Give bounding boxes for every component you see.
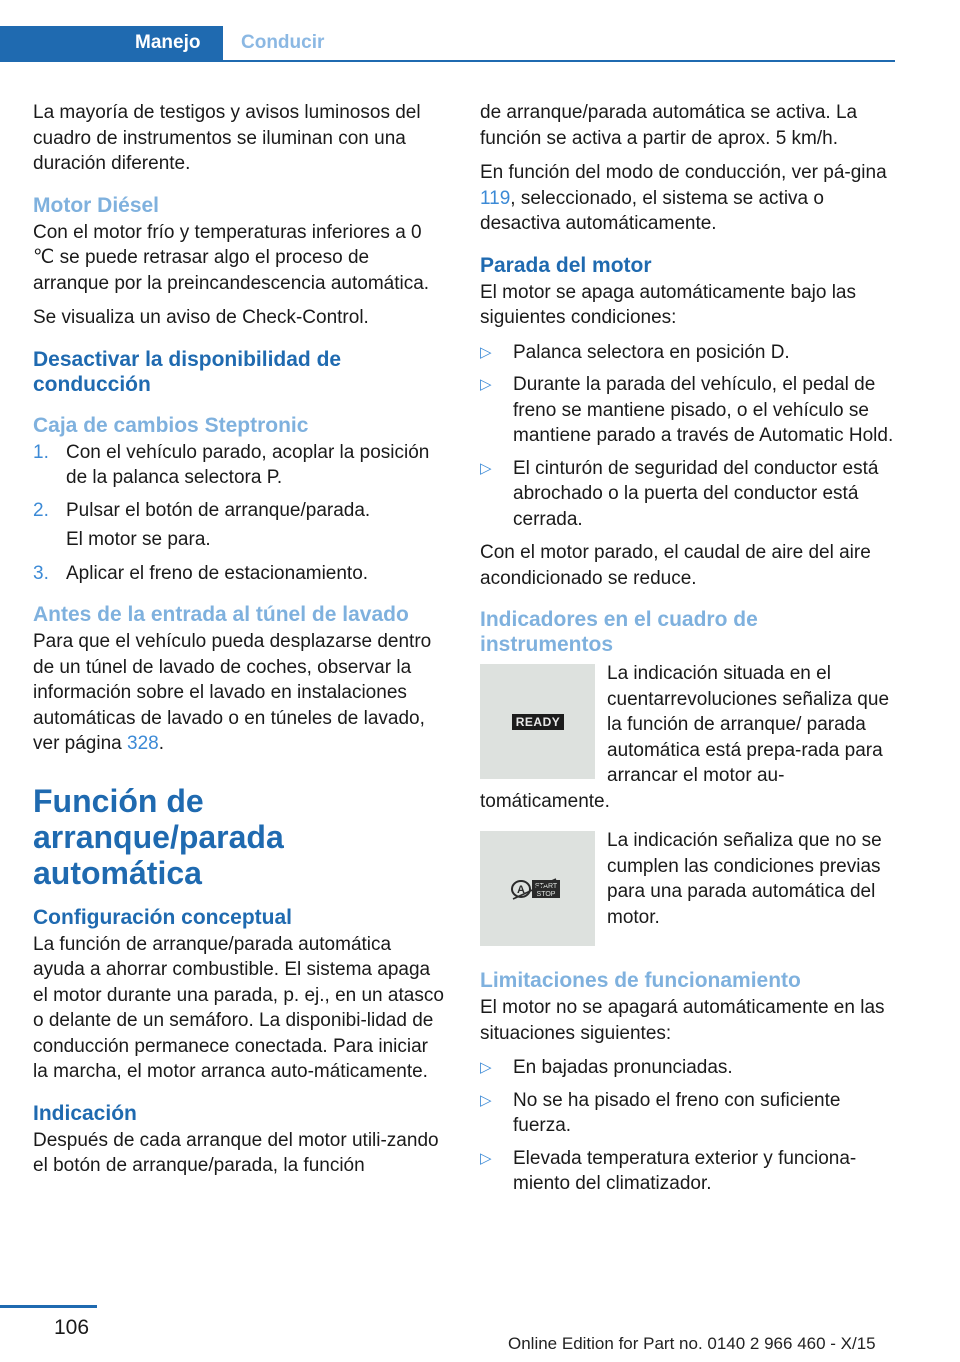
not-ready-text: La indicación señaliza que no se cumplen las condiciones previas para una parada automática del motor. xyxy=(607,830,882,928)
diesel-heading: Motor Diésel xyxy=(33,193,160,217)
step-note: El motor se para. xyxy=(66,529,211,550)
wash-paragraph xyxy=(33,629,448,757)
triangle-bullet-icon: ▷ xyxy=(480,1059,492,1076)
ready-text: La indicación situada en el cuentarrevoluciones señaliza que la función de arranque/ parada automática está prepa‐rada para arrancar el motor au‐tomáticamente. xyxy=(480,663,890,812)
step-number: 1. xyxy=(33,441,49,463)
step-number: 3. xyxy=(33,562,49,584)
wash-end: . xyxy=(158,733,164,754)
mode-text-end: , seleccionado, el sistema se activa o desactiva automáticamente. xyxy=(480,187,824,234)
stop-intro: El motor se apaga automáticamente bajo las siguientes condiciones: xyxy=(480,281,856,328)
continued-paragraph: de arranque/parada automática se activa. La función se activa a partir de aprox. 5 km/h. xyxy=(480,102,858,149)
indicators-heading: Indicadores en el cuadro de instrumentos xyxy=(480,608,758,656)
not-ready-indicator-block xyxy=(480,828,895,950)
list-item xyxy=(480,1146,895,1197)
list-item xyxy=(33,561,448,587)
list-item-text: No se ha pisado el freno con suficiente fuerza. xyxy=(513,1089,841,1136)
page-header xyxy=(0,0,895,62)
deactivate-heading: Desactivar la disponibilidad de conducción xyxy=(33,347,342,396)
step-text: Pulsar el botón de arranque/parada. xyxy=(66,499,371,521)
limits-heading: Limitaciones de funcionamiento xyxy=(480,969,801,992)
step-text: Con el vehículo parado, acoplar la posición de la palanca selectora P. xyxy=(66,441,430,488)
concept-paragraph: La función de arranque/parada automática ayuda a ahorrar combustible. El sistema apaga el motor durante una parada, p. ej., en un atasco o delante de un semáforo. La disponibi‐lidad de conducción permanece conectada. Para iniciar la marcha, el motor arranca auto‐máticamente. xyxy=(33,933,444,1082)
triangle-bullet-icon: ▷ xyxy=(480,1149,492,1167)
list-item xyxy=(480,340,895,366)
list-item xyxy=(33,498,448,524)
wash-heading: Antes de la entrada al túnel de lavado xyxy=(33,603,409,626)
wash-text: Para que el vehículo pueda desplazarse dentro de un túnel de lavado de coches, observar la información sobre el lavado en instalaciones automáticas de lavado o en túneles de lavado, ver página xyxy=(33,631,432,754)
stop-conditions-list xyxy=(480,340,895,533)
list-item-text: Elevada temperatura exterior y funciona‐miento del climatizador. xyxy=(513,1147,857,1194)
footer-divider xyxy=(0,1305,97,1308)
triangle-bullet-icon: ▷ xyxy=(480,343,492,361)
intro-paragraph: La mayoría de testigos y avisos luminosos del cuadro de instrumentos se iluminan con una duración diferente. xyxy=(33,102,421,174)
page-link-328[interactable]: 328 xyxy=(127,733,159,754)
tab-manejo: Manejo xyxy=(0,26,223,60)
indication-paragraph: Después de cada arranque del motor utili‐zando el botón de arranque/parada, la función xyxy=(33,1129,439,1176)
limits-intro: El motor no se apagará automáticamente en las situaciones siguientes: xyxy=(480,997,885,1044)
triangle-bullet-icon: ▷ xyxy=(480,376,492,393)
ready-badge: READY xyxy=(512,714,564,730)
list-item xyxy=(480,1088,895,1139)
list-item xyxy=(480,456,895,533)
page-number: 106 xyxy=(54,1316,90,1339)
icon-start-text: START xyxy=(534,883,558,890)
section-title: Función de arranque/parada automática xyxy=(33,782,284,891)
left-column xyxy=(33,100,448,1188)
steptronic-heading: Caja de cambios Steptronic xyxy=(33,413,309,437)
concept-heading: Configuración conceptual xyxy=(33,905,293,929)
icon-stop-text: STOP xyxy=(536,891,556,898)
icon-letter-a: A xyxy=(517,884,525,896)
list-item-text: Palanca selectora en posición D. xyxy=(513,341,790,363)
check-control-paragraph: Se visualiza un aviso de Check-Control. xyxy=(33,307,369,328)
ready-indicator-image xyxy=(480,664,595,779)
step-number: 2. xyxy=(33,499,49,521)
list-item-text: El cinturón de seguridad del conductor está abrochado o la puerta del conductor está cerrada. xyxy=(513,457,879,530)
start-stop-disabled-icon xyxy=(510,877,566,901)
tab-conducir: Conducir xyxy=(241,32,325,53)
edition-text: Online Edition for Part no. 0140 2 966 460 - X/15 xyxy=(508,1334,876,1353)
ready-indicator-block xyxy=(480,661,895,814)
start-stop-off-image xyxy=(480,831,595,946)
mode-text: En función del modo de conducción, ver pá‐gina xyxy=(480,162,887,183)
list-item-text: Durante la parada del vehículo, el pedal de freno se mantiene pisado, o el vehículo se mantiene parado a través de Automatic Hold. xyxy=(513,374,894,446)
list-item xyxy=(480,372,895,449)
mode-paragraph xyxy=(480,160,895,237)
steps-list xyxy=(33,440,448,587)
right-column xyxy=(480,100,895,1205)
page-link-119[interactable]: 119 xyxy=(480,187,511,209)
indication-heading: Indicación xyxy=(33,1101,137,1125)
header-divider xyxy=(0,60,895,62)
limits-list xyxy=(480,1055,895,1197)
triangle-bullet-icon: ▷ xyxy=(480,459,492,477)
air-flow-paragraph: Con el motor parado, el caudal de aire del aire acondicionado se reduce. xyxy=(480,542,871,589)
diesel-paragraph: Con el motor frío y temperaturas inferiores a 0 ℃ se puede retrasar algo el proceso de arranque por la preincandescencia automática. xyxy=(33,221,430,294)
stop-heading: Parada del motor xyxy=(480,253,652,277)
list-item xyxy=(33,440,448,491)
triangle-bullet-icon: ▷ xyxy=(480,1091,492,1109)
list-item xyxy=(480,1055,895,1081)
step-text: Aplicar el freno de estacionamiento. xyxy=(66,562,369,584)
list-item-text: En bajadas pronunciadas. xyxy=(513,1057,733,1078)
